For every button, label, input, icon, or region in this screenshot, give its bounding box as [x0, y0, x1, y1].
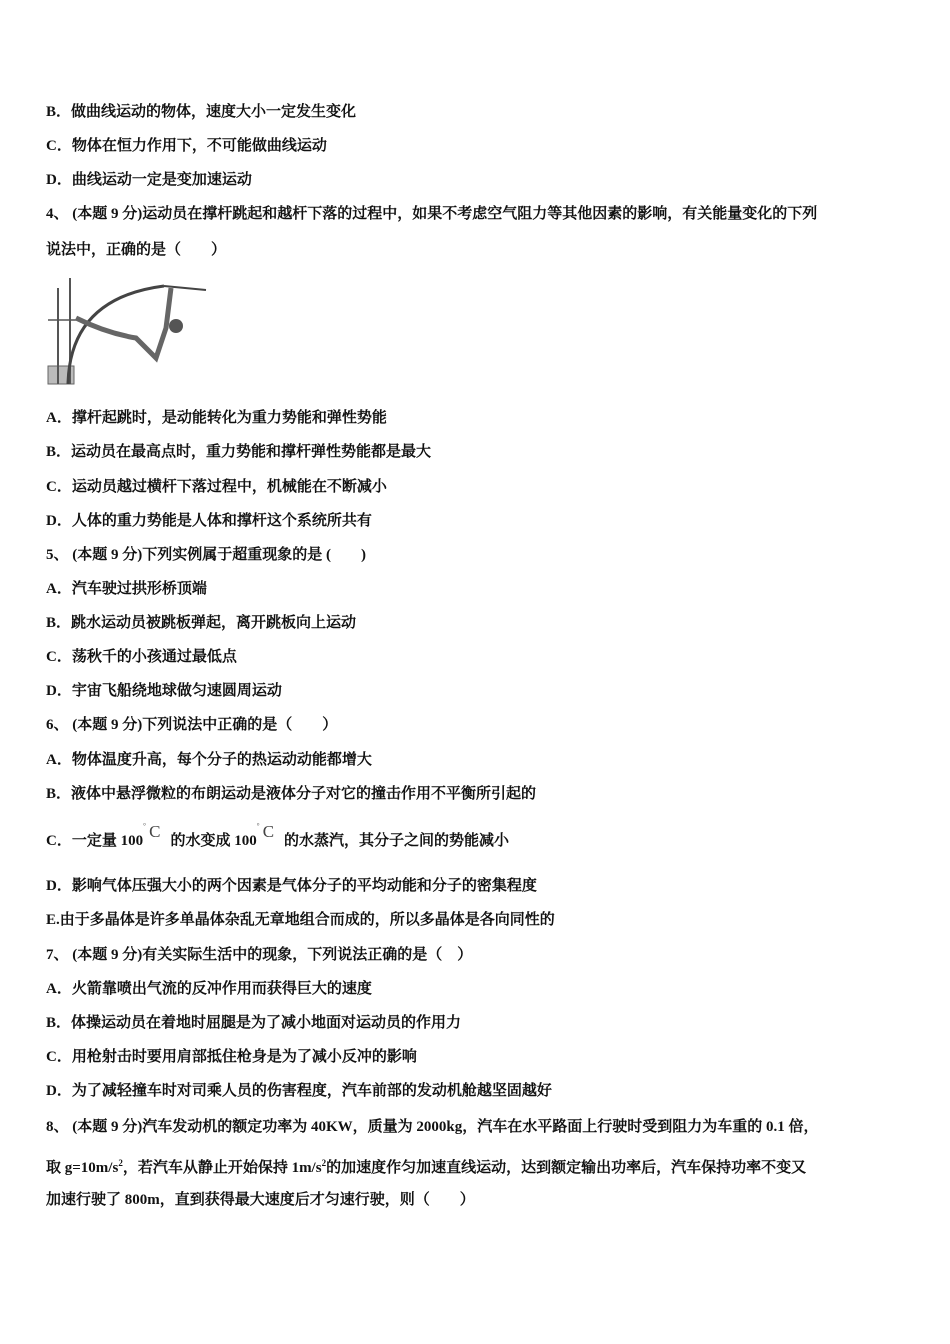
line-text: A．火箭靠喷出气流的反冲作用而获得巨大的速度 — [46, 981, 372, 997]
line-text: B．跳水运动员被跳板弹起，离开跳板向上运动 — [46, 615, 357, 631]
celsius-unit: ° C — [263, 822, 274, 842]
line-text: 5、 (本题 9 分)下列实例属于超重现象的是 ( ) — [46, 547, 366, 563]
text-line — [46, 750, 372, 770]
line-text: D．影响气体压强大小的两个因素是气体分子的平均动能和分子的密集程度 — [46, 878, 537, 894]
text-line — [46, 979, 372, 999]
text-line — [46, 715, 337, 735]
line-text: B．体操运动员在着地时屈腿是为了减小地面对运动员的作用力 — [46, 1015, 462, 1031]
text-line — [46, 784, 536, 804]
line-text: C．物体在恒力作用下，不可能做曲线运动 — [46, 138, 327, 154]
text-line — [46, 876, 537, 896]
line-text: C．荡秋千的小孩通过最低点 — [46, 649, 237, 665]
q8-part2: ，若汽车从静止开始保持 1m/s — [122, 1160, 322, 1176]
line-text: D．曲线运动一定是变加速运动 — [46, 172, 252, 188]
line-text: 7、 (本题 9 分)有关实际生活中的现象，下列说法正确的是（ ） — [46, 947, 473, 963]
text-line — [46, 1047, 417, 1067]
text-line — [46, 136, 327, 156]
line-text: C．用枪射击时要用肩部抵住枪身是为了减小反冲的影响 — [46, 1049, 417, 1065]
line-text: B．液体中悬浮微粒的布朗运动是液体分子对它的撞击作用不平衡所引起的 — [46, 786, 537, 802]
line-text: D．为了减轻撞车时对司乘人员的伤害程度，汽车前部的发动机舱越坚固越好 — [46, 1083, 552, 1099]
text-line — [46, 1190, 475, 1210]
line-text: B．做曲线运动的物体，速度大小一定发生变化 — [46, 104, 357, 120]
line-text: D．宇宙飞船绕地球做匀速圆周运动 — [46, 683, 282, 699]
line-text: 4、 (本题 9 分)运动员在撑杆跳起和越杆下落的过程中，如果不考虑空气阻力等其他因素的影响，有关能量变化的下列 — [46, 206, 818, 222]
text-line — [46, 240, 226, 260]
text-line — [46, 204, 817, 224]
text-line — [46, 477, 387, 497]
text-line — [46, 511, 372, 531]
text-line — [46, 442, 431, 462]
q8-part1: 取 g=10m/s — [46, 1160, 119, 1176]
text-line — [46, 1081, 552, 1101]
text-line — [46, 170, 252, 190]
text-line — [46, 545, 366, 565]
text-line — [46, 1013, 461, 1033]
text-line — [46, 1153, 806, 1178]
q6-option-c-part2: 的水变成 100 — [170, 833, 257, 849]
text-line — [46, 613, 356, 633]
text-line — [46, 681, 282, 701]
line-text: B．运动员在最高点时，重力势能和撑杆弹性势能都是最大 — [46, 444, 432, 460]
line-text: 6、 (本题 9 分)下列说法中正确的是（ ） — [46, 717, 338, 733]
text-line — [46, 579, 207, 599]
line-text: D．人体的重力势能是人体和撑杆这个系统所共有 — [46, 513, 372, 529]
line-text: C．运动员越过横杆下落过程中，机械能在不断减小 — [46, 479, 387, 495]
line-text: A．物体温度升高，每个分子的热运动动能都增大 — [46, 752, 372, 768]
text-line — [46, 647, 237, 667]
line-text: 说法中，正确的是（ ） — [46, 242, 227, 258]
superscript: 2 — [321, 1158, 327, 1168]
q6-option-c-part1: C．一定量 100 — [46, 833, 144, 849]
line-text: 8、 (本题 9 分)汽车发动机的额定功率为 40KW，质量为 2000kg，汽车在水平路面上行驶时受到阻力为车重的 0.1 倍， — [46, 1119, 819, 1135]
line-text: A．汽车驶过拱形桥顶端 — [46, 581, 207, 597]
text-line — [46, 408, 387, 428]
line-text: E.由于多晶体是许多单晶体杂乱无章地组合而成的，所以多晶体是各向同性的 — [46, 912, 555, 928]
text-line — [46, 910, 555, 930]
text-line — [46, 822, 510, 851]
line-text: A．撑杆起跳时，是动能转化为重力势能和弹性势能 — [46, 410, 387, 426]
q6-option-c-part3: 的水蒸汽，其分子之间的势能减小 — [284, 833, 510, 849]
superscript: 2 — [118, 1158, 123, 1168]
text-line — [46, 1117, 819, 1137]
celsius-unit: ° C — [149, 822, 160, 842]
q8-part3: 的加速度作匀加速直线运动，达到额定输出功率后，汽车保持功率不变又 — [326, 1160, 807, 1176]
pole-vault-figure — [46, 278, 214, 386]
text-line — [46, 102, 356, 122]
q8-last-line: 加速行驶了 800m，直到获得最大速度后才匀速行驶，则（ ） — [46, 1192, 475, 1208]
text-line — [46, 945, 472, 965]
